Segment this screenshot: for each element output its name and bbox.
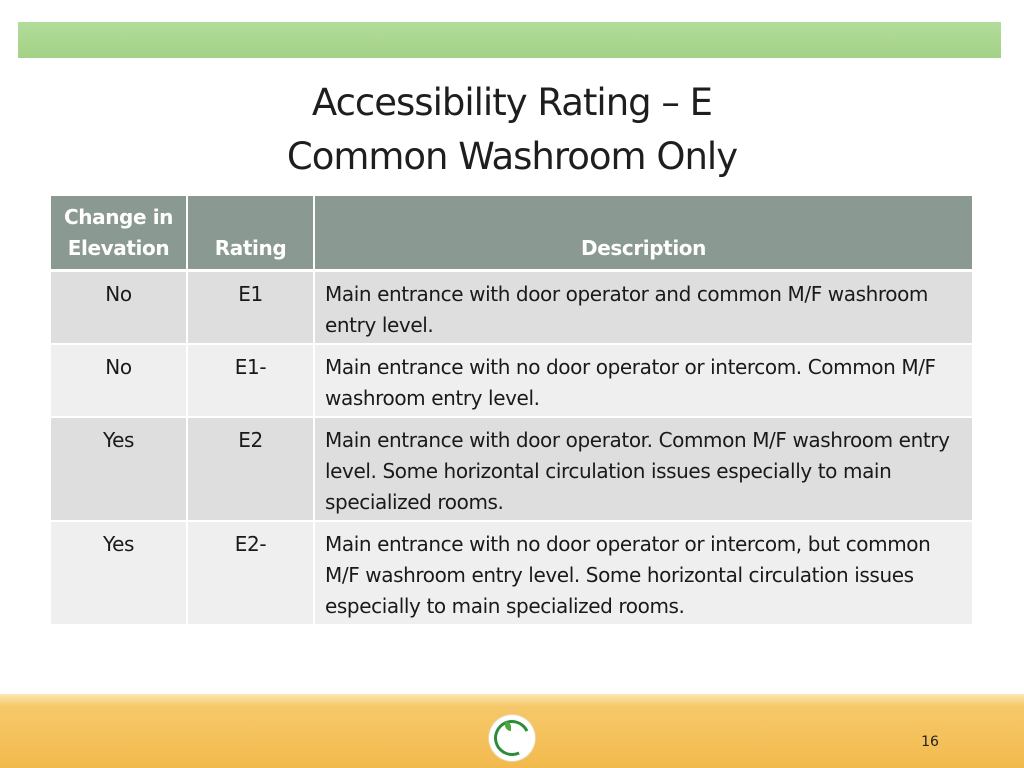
cell-change-in-elevation: No (51, 344, 187, 417)
header-change-in-elevation: Change in Elevation (51, 196, 187, 271)
cell-change-in-elevation: Yes (51, 521, 187, 625)
cell-description: Main entrance with no door operator or intercom. Common M/F washroom entry level. (314, 344, 972, 417)
cell-rating: E1 (187, 271, 314, 345)
table-row (51, 271, 972, 345)
table-row (51, 521, 972, 625)
cell-rating: E2 (187, 417, 314, 521)
cell-description: Main entrance with door operator. Common M/F washroom entry level. Some horizontal circulation issues especially to main specialized rooms. (314, 417, 972, 521)
slide-title-line-2: Common Washroom Only (286, 135, 738, 178)
accessibility-rating-table (51, 196, 972, 626)
cell-change-in-elevation: Yes (51, 417, 187, 521)
header-description: Description (314, 196, 972, 271)
top-accent-band (18, 22, 1001, 58)
cell-description: Main entrance with door operator and common M/F washroom entry level. (314, 271, 972, 345)
school-board-logo-icon (489, 715, 535, 761)
header-rating: Rating (187, 196, 314, 271)
cell-description: Main entrance with no door operator or intercom, but common M/F washroom entry level. Some horizontal circulation issues especially to main specialized rooms. (314, 521, 972, 625)
table-header-row (51, 196, 972, 271)
table-row (51, 344, 972, 417)
page-number: 16 (921, 734, 939, 750)
cell-rating: E2- (187, 521, 314, 625)
logo-ring (489, 715, 535, 761)
slide-title-line-1: Accessibility Rating – E (311, 81, 713, 124)
cell-rating: E1- (187, 344, 314, 417)
cell-change-in-elevation: No (51, 271, 187, 345)
table-row (51, 417, 972, 521)
slide-title (0, 76, 1024, 184)
